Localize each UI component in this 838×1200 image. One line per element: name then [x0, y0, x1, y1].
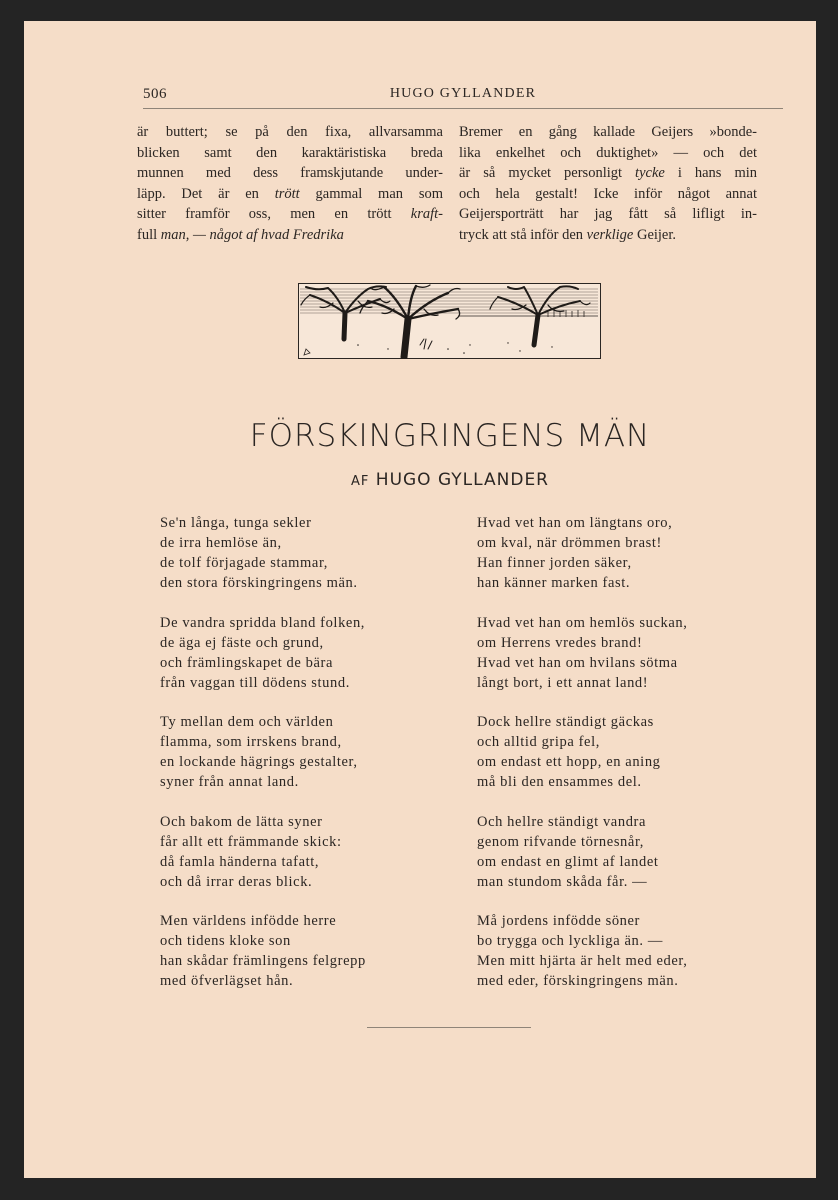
end-rule — [367, 1027, 531, 1028]
poem-stanza — [160, 613, 460, 693]
prose-emphasis: man, — något af hvad Fredrika — [157, 226, 344, 243]
poem-line: bo trygga och lyckliga än. — — [477, 933, 663, 949]
prose-line — [137, 204, 443, 225]
prose-text: och hela gestalt! Icke inför något annat — [459, 185, 757, 202]
poem-line: med eder, förskingringens män. — [477, 973, 679, 989]
poem-title: FÖRSKINGRINGENS MÄN — [249, 418, 651, 454]
prose-text: tryck att stå inför den — [459, 226, 587, 243]
poem-line: får allt ett främmande skick: — [160, 833, 342, 850]
prose-line — [137, 163, 443, 184]
poem-stanza — [477, 911, 777, 991]
prose-column-left — [137, 122, 443, 245]
prose-text: blicken samt den karaktäristiska breda — [137, 144, 443, 161]
prose-emphasis: trött — [274, 185, 300, 202]
poem-line: syner från annat land. — [160, 774, 299, 790]
prose-line — [137, 143, 443, 164]
poem-line: genom rifvande törnesnår, — [477, 833, 645, 850]
poem-line: med öfverlägset hån. — [160, 973, 294, 989]
poem-stanza — [477, 712, 777, 792]
prose-text: är så mycket personligt — [459, 165, 636, 181]
prose-line — [459, 184, 757, 205]
poem-byline — [140, 470, 760, 490]
poem-line: De vandra spridda bland folken, — [160, 614, 366, 631]
prose-text: Bremer en gång kallade Geijers »bonde- — [459, 124, 757, 140]
prose-text: i hans min — [664, 165, 758, 181]
poem-stanza — [160, 513, 460, 593]
poem-line: en lockande hägrings gestalter, — [160, 754, 358, 770]
prose-line — [137, 122, 443, 143]
poem-line: om endast en glimt af landet — [477, 853, 659, 870]
prose-emphasis: verklige — [586, 226, 634, 243]
poem-column-left — [160, 513, 460, 1011]
poem-line: långt bort, i ett annat land! — [477, 674, 649, 691]
poem-line: han skådar främlingens felgrepp — [160, 953, 366, 969]
poem-column-right — [477, 513, 777, 1011]
prose-line — [137, 225, 443, 246]
poem-line: de tolf förjagade stammar, — [160, 555, 329, 571]
poem-line: Se'n långa, tunga sekler — [160, 515, 312, 531]
poem-line: Han finner jorden säker, — [477, 555, 632, 571]
prose-text: läpp. Det är en — [137, 185, 275, 202]
byline-author: HUGO GYLLANDER — [375, 470, 549, 490]
poem-line: Och hellre ständigt vandra — [477, 813, 647, 830]
prose-line — [459, 143, 757, 164]
prose-text: lika enkelhet och duktighet» — och det — [459, 144, 757, 161]
poem-line: Hvad vet han om hvilans sötma — [477, 654, 678, 671]
poem-line: Hvad vet han om längtans oro, — [477, 515, 673, 531]
prose-emphasis: kraft- — [410, 206, 443, 222]
poem-line: Dock hellre ständigt gäckas — [477, 714, 654, 730]
winter-trees-vignette — [298, 283, 601, 359]
prose-text: gammal man som — [299, 185, 443, 202]
poem-line: Men världens infödde herre — [160, 913, 337, 929]
poem-stanza — [160, 812, 460, 892]
prose-line — [459, 225, 757, 246]
prose-emphasis: tycke — [635, 165, 665, 181]
prose-text: full — [137, 226, 158, 243]
poem-line: om endast ett hopp, en aning — [477, 754, 661, 770]
prose-line — [137, 184, 443, 205]
prose-text: är buttert; se på den fixa, allvarsamma — [137, 124, 443, 140]
poem-line: och alltid gripa fel, — [477, 734, 600, 750]
poem-line: Men mitt hjärta är helt med eder, — [477, 953, 688, 969]
prose-line — [459, 122, 757, 143]
poem-line: Och bakom de lätta syner — [160, 813, 323, 830]
page-number: 506 — [143, 86, 167, 102]
poem-line: då famla händerna tafatt, — [160, 853, 320, 870]
poem-line: man stundom skåda får. — — [477, 873, 648, 890]
poem-line: Må jordens infödde söner — [477, 913, 640, 929]
prose-line — [459, 204, 757, 225]
prose-text: munnen med dess framskjutande under- — [137, 165, 443, 181]
prose-text: Geijersporträtt har jag fått så lifligt in- — [459, 206, 757, 222]
byline-prefix: AF — [351, 474, 370, 489]
poem-stanza — [477, 812, 777, 892]
poem-line: om kval, när drömmen brast! — [477, 535, 662, 551]
poem-stanza — [477, 513, 777, 593]
prose-text: Geijer. — [633, 226, 677, 243]
prose-text: sitter framför oss, men en trött — [137, 206, 411, 222]
poem-line: Hvad vet han om hemlös suckan, — [477, 614, 688, 631]
poem-line: och tidens kloke son — [160, 933, 291, 949]
poem-line: de äga ej fäste och grund, — [160, 634, 324, 651]
poem-line: och främlingskapet de bära — [160, 654, 334, 671]
poem-line: han känner marken fast. — [477, 575, 631, 591]
poem-stanza — [477, 613, 777, 693]
prose-line — [459, 163, 757, 184]
page-header — [143, 86, 783, 109]
poem-line: må bli den ensammes del. — [477, 774, 642, 790]
poem-line: Ty mellan dem och världen — [160, 714, 334, 730]
poem-stanza — [160, 712, 460, 792]
poem-line: den stora förskingringens män. — [160, 575, 358, 591]
poem-line: de irra hemlöse än, — [160, 535, 282, 551]
running-head: HUGO GYLLANDER — [389, 86, 537, 101]
poem-stanza — [160, 911, 460, 991]
poem-line: flamma, som irrskens brand, — [160, 734, 342, 750]
prose-column-right — [459, 122, 757, 245]
poem-line: om Herrens vredes brand! — [477, 634, 643, 651]
poem-line: från vaggan till dödens stund. — [160, 674, 350, 691]
poem-line: och då irrar deras blick. — [160, 873, 313, 890]
